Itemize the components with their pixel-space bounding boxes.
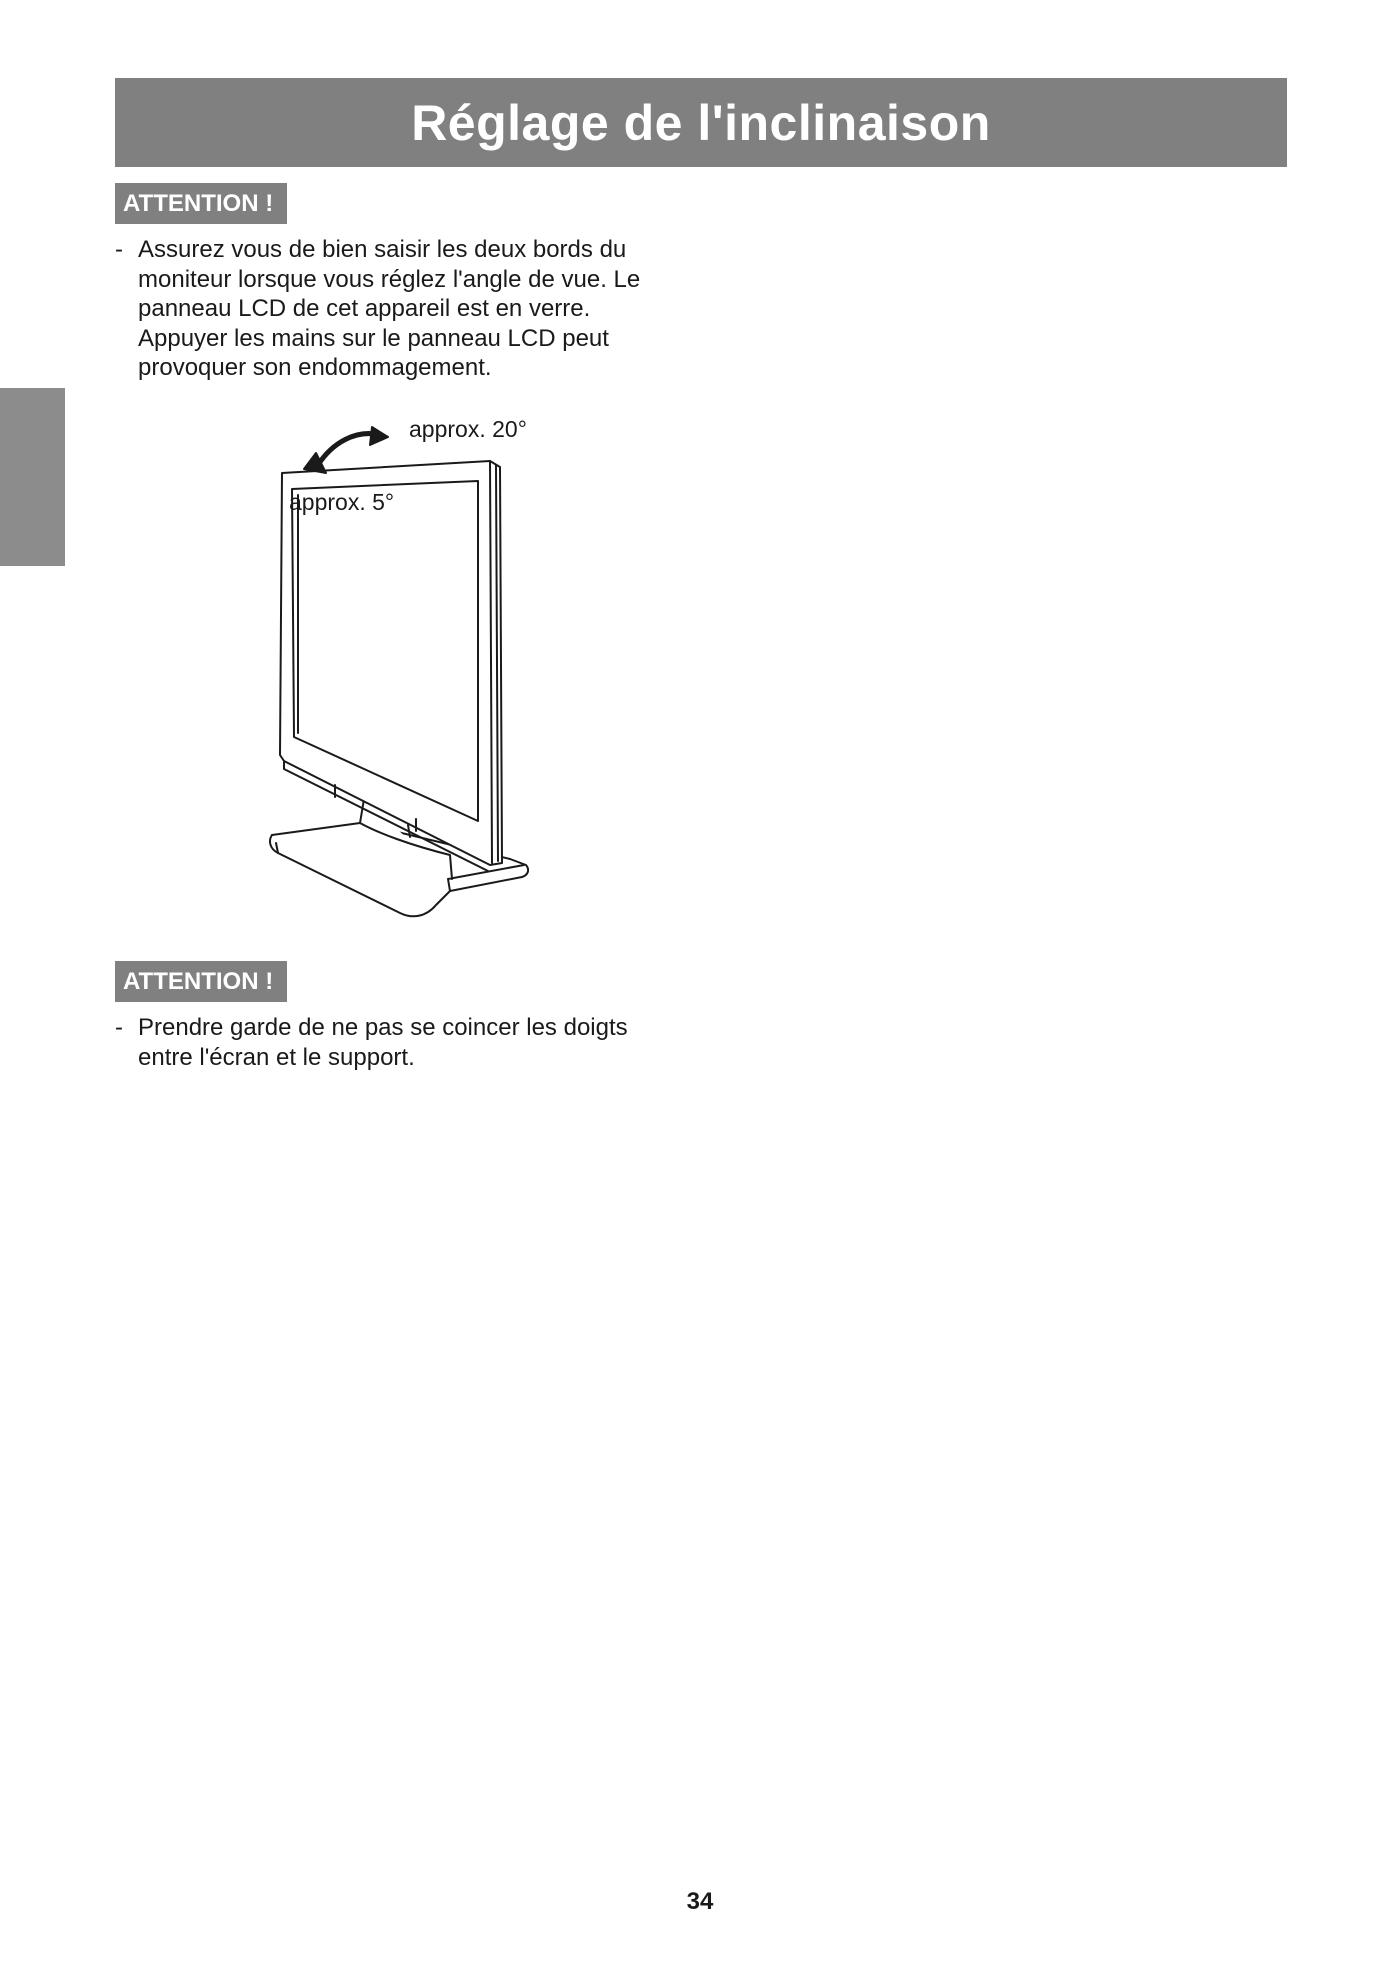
monitor-tilt-illustration (260, 405, 560, 925)
title-bar (115, 78, 1287, 167)
warning-paragraph: Prendre garde de ne pas se coincer les doigts entre l'écran et le support. (138, 1014, 628, 1071)
label-approx-20: approx. 20° (409, 416, 527, 442)
warning-text (115, 235, 685, 383)
label-approx-5: approx. 5° (289, 489, 395, 515)
side-tab (0, 388, 65, 566)
bullet-dash: - (115, 1014, 123, 1041)
monitor-frame (280, 461, 502, 865)
warning-text (115, 1013, 685, 1072)
attention-badge: ATTENTION ! (115, 961, 287, 1002)
page-title: Réglage de l'inclinaison (411, 94, 991, 151)
warning-paragraph: Assurez vous de bien saisir les deux bords du moniteur lorsque vous réglez l'angle de vue. Le panneau LCD de cet appareil est en verre. Appuyer les mains sur le panneau LCD peut provoquer son endommagement. (138, 236, 641, 381)
page-number: 34 (686, 1888, 714, 1915)
bullet-dash: - (115, 236, 123, 263)
attention-badge: ATTENTION ! (115, 183, 287, 224)
